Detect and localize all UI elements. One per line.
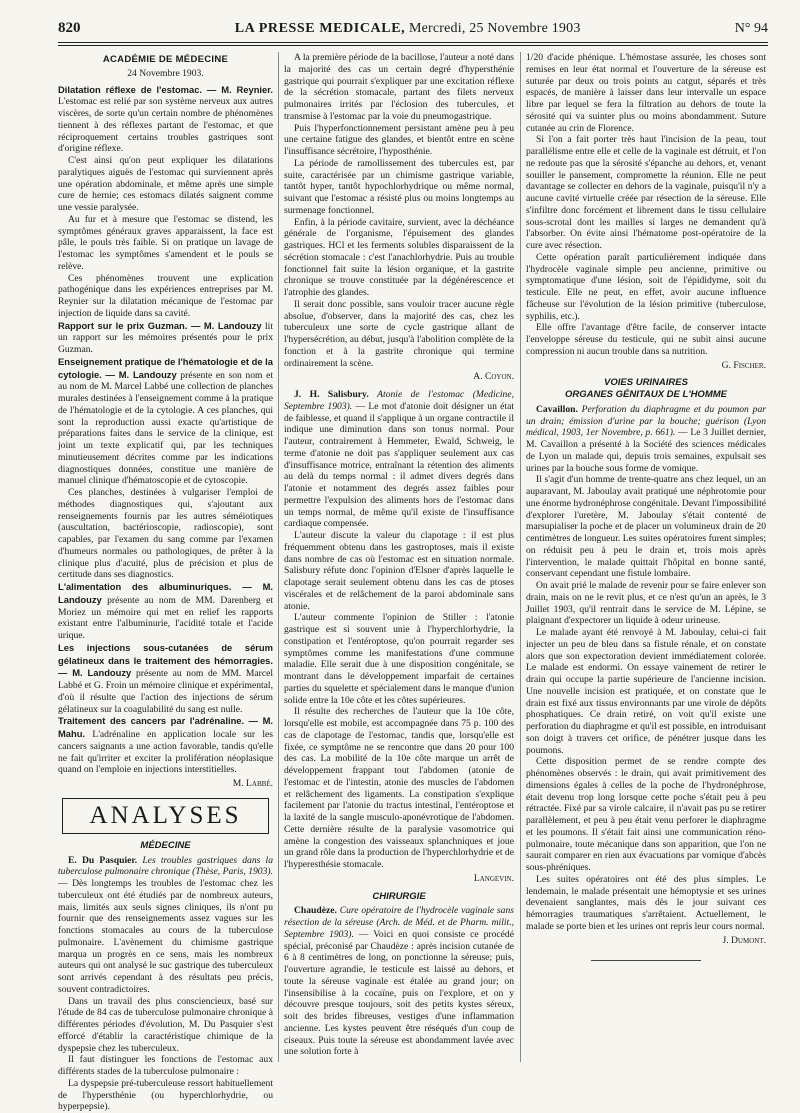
analysis-body: — Dès longtemps les troubles de l'estomac chez les tuberculeux ont été étudiés par de nombreux auteurs, mais, limités aux seuls signes cliniques, ils n'ont pu fournir que des renseignements assez vagues sur les fonctions stomacales au cours de la tuberculose pulmonaire. L'avènement du chimisme gastrique marqua un progrès en ce sens, mais les nombreux auteurs qui ont analysé le suc gastrique des tuberculeux sont arrivés cependant à des résultats peu précis, souvent contradictoires. <box>58 878 273 995</box>
article-item <box>58 715 273 776</box>
article-para: 1/20 d'acide phénique. L'hémostase assurée, les choses sont remises en leur état normal et l'ouverture de la séreuse est suturée par deux ou trois points au catgut, séparés et très espacés, de manière à laisser dans leur intervalle un espace libre par lequel se fera la filtration au dehors de toute la sérosité qui va suinter plus ou moins abondamment. Suture cutanée au crin de Florence. <box>526 52 766 134</box>
article-para: La période de ramollissement des tubercules est, par suite, caractérisée par un chimisme gastrique variable, tantôt hyper, tantôt hypochlorhydrique ou même normal, suivant que l'estomac a résisté plus ou moins longtemps au surmenage fonctionnel. <box>284 157 514 216</box>
column-1 <box>58 52 274 1113</box>
analysis-reference: Cure opératoire de l'hydrocèle vaginale sans résection de la séreuse (Arch. de Méd. et de Pharm. milit., Septembre 1903). <box>284 905 514 940</box>
subsection-title: MÉDECINE <box>140 839 191 851</box>
analysis-author: E. Du Pasquier. <box>68 854 138 866</box>
item-body: L'estomac est relié par son système nerveux aux autres viscères, de sorte qu'un certain nombre de phénomènes tiennent à des réflexes partant de l'estomac, et que réciproquement certains troubles gastriques sont d'origine réflexe. <box>58 96 273 155</box>
article-para: La dyspepsie pré-tuberculeuse ressort habituellement de l'hypersthénie (ou hyperchlorhydrie, ou hyperpepsie). <box>58 1077 273 1113</box>
item-heading: Dilatation réflexe de l'estomac. — M. Reynier. <box>58 83 273 95</box>
end-rule <box>591 960 701 961</box>
article-para: Les suites opératoires ont été des plus simples. Le lendemain, le malade présentait une hémoptysie et ses urines devenaient sanglantes, mais dès le jour suivant ces hémorragies traumatiques s'arrêtaient. Actuellement, le malade se porte bien et les urines ont repris leur cours normal. <box>526 873 766 932</box>
item-body: lit un rapport sur les mémoires présentés pour le prix Guzman. <box>58 320 273 355</box>
analysis-entry <box>284 389 514 530</box>
journal-title <box>235 21 581 37</box>
issue-date: Mercredi, 25 Novembre 1903 <box>408 21 581 36</box>
article-item <box>58 642 273 716</box>
article-para: L'auteur commente l'opinion de Stiller : l'atonie gastrique est si souvent unie à l'hyperchlorhydrie, la constipation et l'entéroptose, qu'on pourrait regarder ses symptômes comme les manifestations d'une commune maladie. Elle serait due à une disposition congénitale, se montrant dans le développement imparfait de certaines parties du squelette et spécialement dans le manque d'union solide entre la 10e côte et les côtes supérieures. <box>284 612 514 706</box>
journal-name: LA PRESSE MEDICALE, <box>234 21 406 36</box>
article-para: C'est ainsi qu'on peut expliquer les dilatations paralytiques aiguës de l'estomac qui surviennent après une opération abdominale, et même après une simple cure de hernie; ces estomacs dilatés saignent comme une vessie paralysée. <box>58 155 273 213</box>
article-para: Dans un travail des plus consciencieux, basé sur l'étude de 84 cas de tuberculose pulmonaire chronique à différentes périodes d'évolution, M. Du Pasquier s'est efforcé d'établir la caractéristique chimique de la dyspepsie chez les tuberculeux. <box>58 995 273 1054</box>
article-para: Le malade ayant été renvoyé à M. Jaboulay, celui-ci fait injecter un peu de bleu dans sa fistule rénale, et on constate alors que son expectoration devient immédiatement colorée. Le malade est endormi. On essaye vainement de retirer le drain qui occupe la partie supérieure de l'ancienne incision. Une nouvelle incision est pratiquée, et on constate que le drain est fixé aux tissus environnants par une virole de dépôts phosphatiques. Ce drain retiré, on voit qu'il existe une perforation du diaphragme et qu'il est possible, en introduisant son doigt à travers cet orifice, de pénétrer jusque dans les poumons. <box>526 627 766 756</box>
signature: M. Labbé. <box>232 778 273 789</box>
article-para: Ces phénomènes trouvent une explication pathogénique dans les expériences entreprises par M. Reynier sur la dilatation mécanique de l'estomac par injection de liquide dans sa cavité. <box>58 272 273 319</box>
analysis-author: Chaudèze. <box>294 905 337 917</box>
article-para: L'auteur discute la valeur du clapotage : il est plus fréquemment obtenu dans les gastroptoses, mais il existe dans nombre de cas où l'estomac est en situation normale. Salisbury réfute donc l'opinion d'Elsner d'après laquelle le clapotage serait seulement obtenu dans les cas de ptoses viscérales et de relâchement de la paroi abdominale sans atonie. <box>284 530 514 612</box>
analysis-author: J. H. Salisbury. <box>294 389 369 400</box>
subsection-title: CHIRURGIE <box>372 890 426 902</box>
signature: J. Dumont. <box>722 934 766 946</box>
item-heading: Rapport sur le prix Guzman. — M. Landouzy <box>58 319 262 331</box>
item-heading: Traitement des cancers par l'adrénaline. — M. Mahu. <box>58 715 273 739</box>
article-para: Cette disposition permet de se rendre compte des phénomènes observés : le drain, qui avait primitivement des dimensions égales à celles de la poche de l'hydronéphrose, était devenu trop long lorsque cette poche s'était peu à peu rétractée. Fixé par sa virole calcaire, il n'avait pas pu se retirer parallèlement, et peu à peu était venu perforer le diaphragme et les poumons. Il s'était fait ainsi une communication réno-pulmonaire, toute mécanique dans son apparition, que l'on ne saurait comparer en rien aux évacuations par vomique d'abcès sous-phréniques. <box>526 756 766 873</box>
column-divider <box>278 52 279 1062</box>
item-body: présente au nom de MM. Darenberg et Moriez un mémoire qui met en relief les rapports existant entre l'albuminurie, l'acidité totale et l'acide urique. <box>58 594 273 641</box>
article-para: Enfin, à la période cavitaire, survient, avec la déchéance générale de l'organisme, l'épuisement des glandes gastriques. HCl et les ferments solubles disparaissent de la sécrétion stomacale : c'est l'anachlorhydrie. Puis au trouble fonctionnel fait suite la lésion organique, et la gastrite chronique se trouve constituée par la dégénérescence et l'atrophie des glandes. <box>284 216 514 298</box>
analyses-banner: ANALYSES <box>62 798 269 834</box>
item-body: présente au nom de MM. Marcel Labbé et G. Froin un mémoire clinique et expérimental, d'où il résulte que l'action des injections de sérum gélatineux sur la coagulabilité du sang est nulle. <box>58 668 274 715</box>
article-para: Si l'on a fait porter très haut l'incision de la peau, tout parallélisme entre elle et celle de la vaginale est détruit, et l'on ne redoute pas que la sérosité s'épanche au dehors, et, venant souiller le pansement, compromette la réunion. Elle ne peut davantage se collecter en dehors de la vaginale, puisqu'il n'y a aucune cavité virtuelle créée par résection de la séreuse. Elle s'infiltre donc forcément et librement dans le tissu cellulaire sous-scrotal dont les mailles si larges ne demandent qu'à l'absorber. On évite ainsi l'hématome post-opératoire de la cure avec résection. <box>526 134 766 251</box>
article-para: Il résulte des recherches de l'auteur que la 10e côte, lorsqu'elle est mobile, est accompagnée dans 75 p. 100 des cas de clapotage de l'estomac, tandis que, lorsqu'elle est fixée, ce symptôme ne se rencontre que dans 20 pour 100 des cas. La mobilité de la 10e côte marque un arrêt de développement frappant tout l'abdomen (atonie de l'estomac et de l'intestin, atonie des muscles de l'abdomen et relâchement des ligaments. La constipation s'explique facilement par l'atonie du tractus intestinal, l'entéroptose et la laxité de la sangle musculo-aponévrotique de l'abdomen. Cette dernière résulte de la paralysie vasomotrice qui amène la congestion des vaisseaux splanchniques et joue un grand rôle dans la production de l'hyperchlorhydrie et de l'hyperesthésie stomacale. <box>284 706 514 870</box>
analysis-entry <box>284 905 514 1058</box>
analysis-body: — Voici en quoi consiste ce procédé spécial, préconisé par Chaudèze : après incision cutanée de 6 à 8 centimètres de long, on ponctionne la séreuse; puis, l'ouverture agrandie, le testicule est laissé au dehors, et toute la séreuse vaginale est étalée au grand jour; on l'insensibilise à la cocaïne, puis on l'explore, et on y découvre presque toujours, soit des petits kystes séreux, soit des brides fibreuses, vestiges d'une inflammation ancienne. Les kystes peuvent être réséqués d'un coup de ciseaux. Puis toute la séreuse est abondamment lavée avec une solution forte à <box>284 928 514 1058</box>
signature: G. Fischer. <box>721 359 766 371</box>
article-para: Au fur et à mesure que l'estomac se distend, les symptômes généraux graves apparaissent, la face est pâle, le pouls très faible. Si on pratique un lavage de l'estomac les symptômes s'amendent et le pouls se relève. <box>58 213 273 272</box>
item-heading: L'alimentation des albuminuriques. — M. Landouzy <box>58 581 273 605</box>
article-item <box>58 356 273 487</box>
page-header <box>58 20 768 38</box>
analysis-reference: Les troubles gastriques dans la tuberculose pulmonaire chronique (Thèse, Paris, 1903). <box>58 854 273 878</box>
analysis-reference: Atonie de l'estomac (Medicine, Septembre 1903). <box>284 389 514 412</box>
column-2 <box>284 52 514 1070</box>
issue-number: N° 94 <box>734 21 768 36</box>
article-para: Puis l'hyperfonctionnement persistant amène peu à peu une certaine fatigue des glandes, et bientôt entre en scène l'insuffisance sécrétoire, l'hyposthénie. <box>284 122 514 157</box>
header-rule-second <box>58 45 768 46</box>
header-rule <box>58 42 768 43</box>
article-item <box>58 581 273 642</box>
item-body: présente en son nom et au nom de M. Marcel Labbé une collection de planches murales destinées à l'enseignement comme à la pratique de l'hématologie et de la cytologie. A ces planches, qui sont la reproduction aussi exacte qu'artistique de préparations faites dans le service de la clinique, est joint un texte explicatif qui, par les techniques minutieusement décrites comme par les indications diagnostiques données, constitue une manière de manuel clinique d'hématoscopie et de cytoscopie. <box>58 369 273 487</box>
article-para: Elle offre l'avantage d'être facile, de conserver intacte l'enveloppe séreuse du testicule, qui ne subit ainsi aucune compression ni aucun trouble dans sa nutrition. <box>526 322 766 357</box>
article-para: Cette opération paraît particulièrement indiquée dans l'hydrocèle vaginale simple peu ancienne, primitive ou symptomatique d'une lésion, soit de l'épididyme, soit du testicule. Elle ne peut, en effet, avoir aucune influence fâcheuse sur l'évolution de la lésion primitive (tuberculose, syphilis, etc.). <box>526 251 766 322</box>
section-date: 24 Novembre 1903. <box>127 67 204 79</box>
article-para: Il s'agit d'un homme de trente-quatre ans chez lequel, un an auparavant, M. Jaboulay avait pratiqué une néphrotomie pour une énorme hydronéphrose congénitale. Devant l'impossibilité d'explorer l'uretère, M. Jaboulay s'était contenté de marsupialiser la poche et de placer un volumineux drain de 20 centimètres de longueur. Les suites opératoires furent simples; on réduisit peu à peu le drain et, trois mois après l'intervention, le malade quittait l'hôpital en bonne santé, conservant cependant une fistule lombaire. <box>526 474 766 580</box>
signature: Langevin. <box>473 872 514 884</box>
page-number: 820 <box>58 20 81 36</box>
subsection-subtitle: ORGANES GÉNITAUX DE L'HOMME <box>564 389 727 400</box>
analysis-author: Cavaillon. <box>536 403 578 415</box>
item-heading: Les injections sous-cutanées de sérum gélatineux dans le traitement des hémorragies. — M. Landouzy <box>58 641 273 679</box>
item-body: L'adrénaline en application locale sur les cancers saignants a une action favorable, tandis qu'elle ne fait qu'irriter et exciter la prolifération néoplasique quand on l'emploie en injections interstitielles. <box>58 729 273 776</box>
signature: A. Coyon. <box>473 371 514 383</box>
analysis-reference: Perforation du diaphragme et du poumon par un drain; émission d'urine par la bouche; guérison (Lyon médical, 1903, 1er Novembre, p. 661). <box>526 403 766 439</box>
article-para: Il serait donc possible, sans vouloir tracer aucune règle absolue, d'observer, dans la majorité des cas, chez les tuberculeux une sorte de cycle gastrique allant de l'hypersécrétion, au début, jusqu'à l'abolition complète de la fonction et à la gastrite chronique qui termine ordinairement la scène. <box>284 298 514 369</box>
article-item <box>58 84 273 156</box>
column-divider <box>520 52 521 1062</box>
article-para: Ces planches, destinées à vulgariser l'emploi de méthodes diagnostiques qui, s'ajoutant aux renseignements fournis par les autres séméiotiques (auscultation, bactérioscopie, radioscopie), sont capables, par l'examen du sang comme par l'examen d'humeurs normales ou pathologiques, de prêter à la clinique plus d'acuité, plus de précision et plus de certitude dans ses diagnostics. <box>58 487 273 581</box>
analysis-entry <box>526 404 766 475</box>
subsection-title: VOIES URINAIRES <box>604 377 688 389</box>
article-para: On avait prié le malade de revenir pour se faire enlever son drain, mais on ne le revit plus, et ce n'est qu'un an après, le 3 Juillet 1903, qu'il rentrait dans le service de M. Lépine, se plaignant d'expectorer un liquide à odeur urineuse. <box>526 580 766 627</box>
item-heading: Enseignement pratique de l'hématologie et de la cytologie. — M. Landouzy <box>58 355 273 380</box>
article-para: A la première période de la bacillose, l'auteur a noté dans la majorité des cas un certain degré d'hypersthénie gastrique qui pourrait s'expliquer par une excitation réflexe de la sécrétion stomacale, partant des filets nerveux pulmonaires irrités par l'éclosion des tubercules, et transmise à l'estomac par la voie du pneumogastrique. <box>284 52 514 122</box>
analysis-body: — Le 3 Juillet dernier, M. Cavaillon a présenté à la Société des sciences médicales de Lyon un malade qui, depuis trois semaines, expulsait ses urines par la bouche sous forme de vomique. <box>526 427 767 474</box>
column-3 <box>526 52 766 1070</box>
article-para: Il faut distinguer les fonctions de l'estomac aux différents stades de la tuberculose pulmonaire : <box>58 1054 273 1077</box>
section-title: ACADÉMIE DE MÉDECINE <box>102 54 229 65</box>
analysis-entry <box>58 855 273 996</box>
article-item <box>58 320 273 356</box>
analysis-body: — Le mot d'atonie doit désigner un état de faiblesse, et quand il s'applique à un organe contractile il indique une diminution dans son tonus normal. Pour l'auteur, contrairement à Hemmeter, Ewald, Schweig, le terme d'atonie ne doit pas s'appliquer seulement aux cas d'insuffisance motrice, entraînant la rétention des aliments au delà du temps normal : il admet divers degrés dans l'atonie et notamment des degrés assez faibles pour permettre l'expulsion des aliments hors de l'estomac dans un temps normal, de même qu'il existe de l'insuffisance cardiaque compensée. <box>284 400 514 530</box>
